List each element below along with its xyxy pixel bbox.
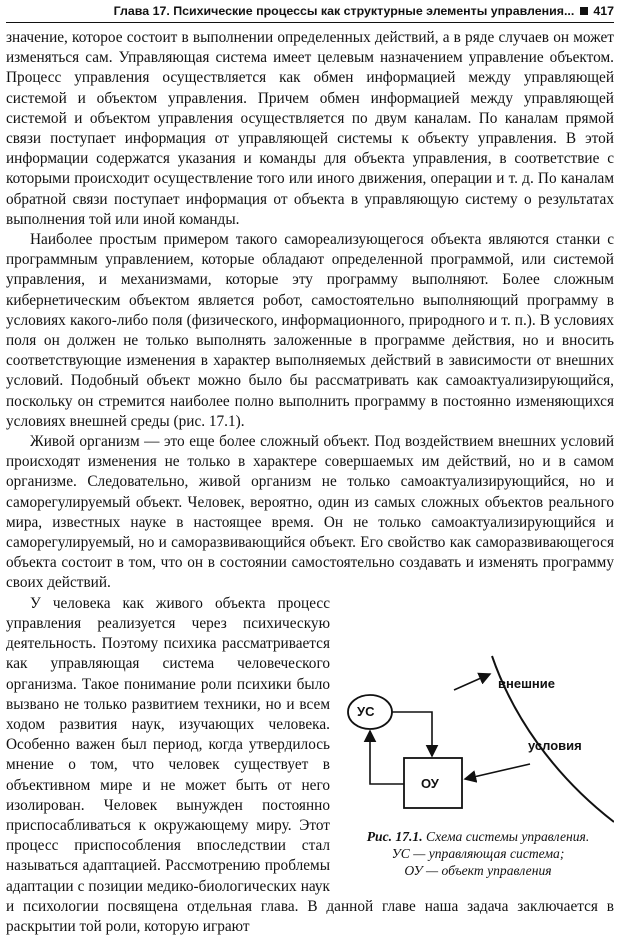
figure-17-1: [342, 654, 614, 888]
paragraph-4: У человека как живого объекта процесс управления реализуется через психическую деятельность. Поэтому психика рассматривается как управляющая система человеческого организма. Такое понимание роли психики было вызвано не только развитием техники, но и всем ходом развития наук, изучающих человека. Особенно важен был период, когда утвердилось мнение о том, что человек существует в объективном мире и не может быть от него изолирован. Человек вынужден постоянно приспосабливаться к окружающему миру. Этот процесс приспособления впоследствии стал называться адаптацией. Рассмотрению проблемы адаптации с позиции медико-биологических наук и психологии посвящена отдельная глава. В данной главе наша задача заключается в раскрытии той роли, которую играют: [6, 594, 614, 935]
environment-to-object-arrow: [465, 764, 530, 779]
feedback-link-arrow: [370, 731, 404, 784]
page-number: 417: [593, 4, 614, 18]
chapter-title: Глава 17. Психические процессы как структурные элементы управления...: [113, 4, 575, 18]
running-header: [6, 0, 614, 23]
external-label: внешние: [498, 676, 555, 692]
figure-caption: [342, 828, 614, 879]
control-object-label: ОУ: [421, 776, 439, 792]
caption-number: Рис. 17.1.: [366, 829, 423, 845]
paragraph-3: Живой организм — это еще более сложный объект. Под воздействием внешних условий происходят изменения не только в характере совершаемых им действий, но и в самом организме. Следовательно, живой организм не только самоактуализирующийся, но и саморегулируемый объект. Человек, вероятно, один из самых сложных объектов реального мира, известных науке в настоящее время. Он не только самоактуализирующийся и саморегулируемый, но и саморазвивающийся объект. Его свойство как саморазвивающегося объекта состоит в том, что он в состоянии самостоятельно создавать и изменять программу своих действий.: [6, 433, 614, 592]
body-text: [6, 28, 614, 937]
square-bullet-icon: [580, 7, 588, 15]
conditions-label: условия: [528, 738, 582, 754]
caption-line-2: УС — управляющая система;: [391, 846, 565, 862]
caption-line-3: ОУ — объект управления: [404, 863, 552, 879]
direct-link-arrow: [392, 712, 432, 756]
paragraph-1: значение, которое состоит в выполнении определенных действий, а в ряде случаев он может изменяться сам. Управляющая система имеет целевым назначением управление объектом. Процесс управления осуществляется как обмен информацией между управляющей системой и объектом управления. Причем обмен информацией между управляющей системой и объектом управления осуществляется по двум каналам. По каналам прямой связи поступает информация от управляющей системы к объекту управления. В этой информации содержатся указания и команды для объекта управления, в соответствие с которыми происходит осуществление того или иного движения, операции и т. д. По каналам обратной связи поступает информация от объекта в управляющую систему о результатах выполнения той или иной команды.: [6, 29, 614, 228]
paragraph-2: Наиболее простым примером такого самореализующегося объекта являются станки с программным управлением, которые обладают определенной программой, или системой управления, и механизмами, которые эту программу выполняют. Более сложным кибернетическим объектом является робот, самостоятельно выполняющий программу в условиях какого-либо поля (физического, информационного, природного и т. п.). В условиях поля он должен не только выполнять заложенные в программе действия, но и вносить соответствующие изменения в характер выполняемых действий в зависимости от внешних условий. Подобный объект можно было бы рассматривать как самоактуализирующийся, поскольку он стремится наиболее полно выполнить программу в постоянно изменяющихся условиях внешней среды (рис. 17.1).: [6, 231, 614, 430]
caption-title: Схема системы управления.: [426, 829, 590, 845]
control-system-label: УС: [357, 704, 375, 720]
external-influence-arrow: [454, 674, 490, 690]
